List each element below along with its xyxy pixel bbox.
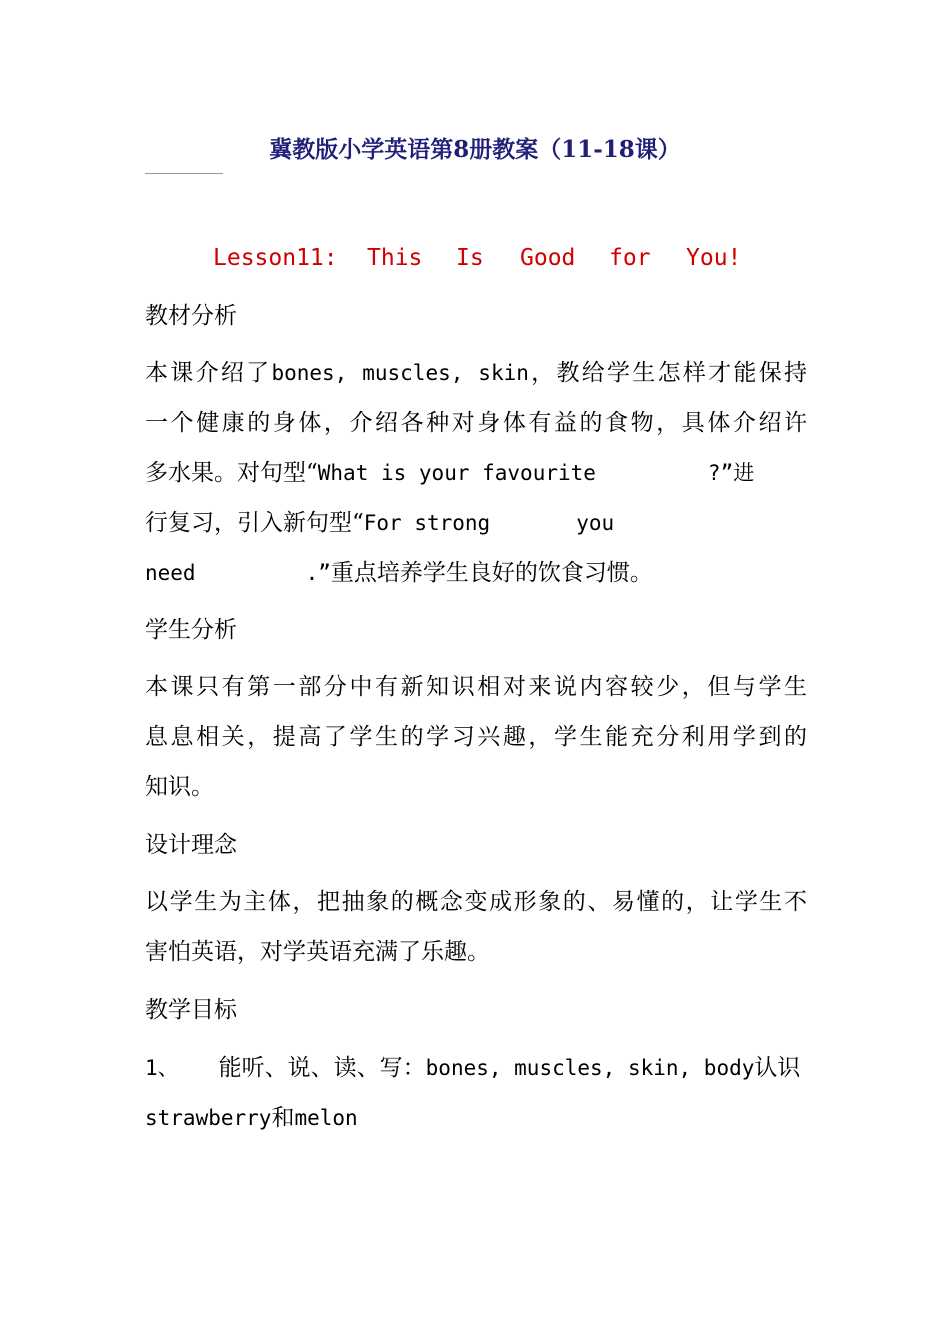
lesson-title-word: Lesson11: bbox=[213, 245, 338, 271]
section-heading-design: 设计理念 bbox=[145, 832, 237, 858]
section-heading-material: 教材分析 bbox=[145, 303, 237, 329]
lesson-title-word: This bbox=[367, 245, 423, 271]
paragraph-line: 多水果。对句型“What is your favourite ?”进 bbox=[145, 460, 755, 486]
section-heading-goals: 教学目标 bbox=[145, 997, 237, 1023]
paragraph-line: 息息相关，提高了学生的学习兴趣，学生能充分利用学到的 bbox=[145, 724, 807, 750]
header-rule bbox=[145, 173, 223, 174]
paragraph-line: 本课只有第一部分中有新知识相对来说内容较少，但与学生 bbox=[145, 674, 807, 700]
lesson-title-word: Is bbox=[456, 245, 484, 271]
goal-item-1-continued: strawberry和melon bbox=[145, 1105, 358, 1131]
paragraph-line: 一个健康的身体，介绍各种对身体有益的食物，具体介绍许 bbox=[145, 410, 807, 436]
goal-item-number: 1、 bbox=[145, 1056, 179, 1080]
section-heading-student: 学生分析 bbox=[145, 617, 237, 643]
lesson-title-word: Good bbox=[520, 245, 576, 271]
paragraph-line: 害怕英语，对学英语充满了乐趣。 bbox=[145, 939, 490, 965]
paragraph-line: need .”重点培养学生良好的饮食习惯。 bbox=[145, 560, 653, 586]
paragraph-line: 本课介绍了bones, muscles, skin，教给学生怎样才能保持 bbox=[145, 360, 808, 386]
document-title: 冀教版小学英语第8册教案（11-18课） bbox=[269, 136, 681, 163]
paragraph-line: 知识。 bbox=[145, 774, 214, 800]
goal-item-1: 1、 能听、说、读、写：bones, muscles, skin, body认识 bbox=[145, 1055, 801, 1081]
paragraph-line: 行复习，引入新句型“For strong you bbox=[145, 510, 615, 536]
lesson-title-word: You! bbox=[686, 245, 742, 271]
lesson-title-word: for bbox=[609, 245, 651, 271]
paragraph-line: 以学生为主体，把抽象的概念变成形象的、易懂的，让学生不 bbox=[145, 889, 807, 915]
